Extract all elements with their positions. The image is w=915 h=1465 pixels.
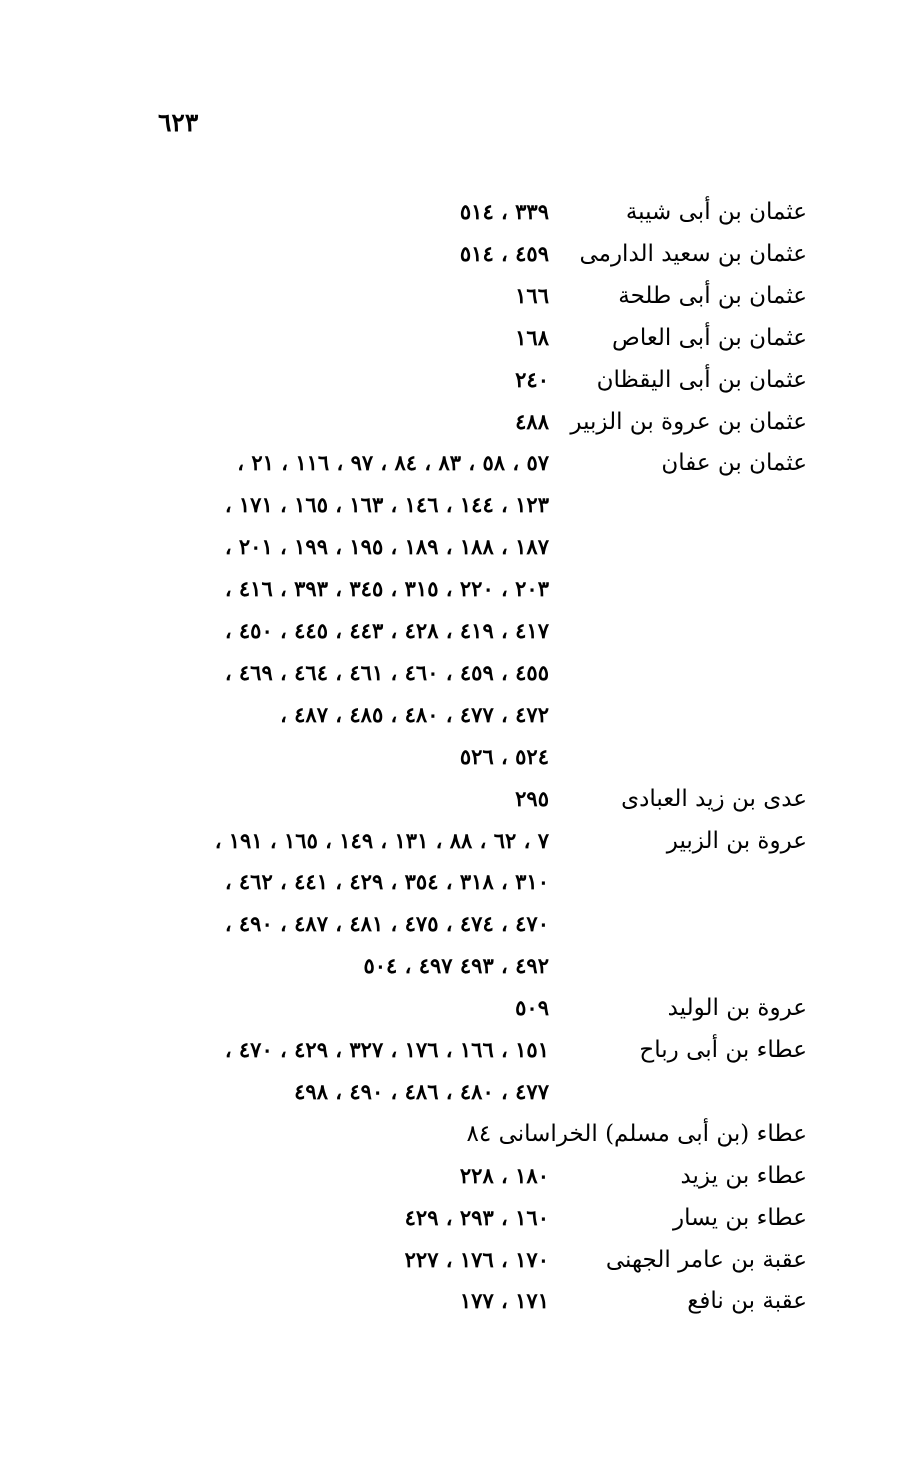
index-entry-pages: ٤٨٨ [515,408,549,434]
index-entry-name: عثمان بن عفان [661,450,807,477]
index-line [0,1198,915,1238]
index-line [0,1072,915,1112]
index-entry-pages: ٤١٧ ، ٤١٩ ، ٤٢٨ ، ٤٤٣ ، ٤٤٥ ، ٤٥٠ ، [224,618,549,643]
index-entry-pages: ٢٩٥ [515,785,549,811]
index-entry-pages: ١٧١ ، ١٧٧ [459,1288,549,1314]
index-line [0,276,915,316]
index-line [0,737,915,777]
index-line [0,234,915,274]
index-entry-pages: ٢٤٠ [515,366,549,392]
index-entry-name: عثمان بن سعيد الدارمى [579,240,807,267]
index-entry-pages: ٤٥٩ ، ٥١٤ [459,240,549,266]
index-entry-pages: ١٦٨ [515,324,549,350]
index-entry-name: عدى بن زيد العبادى [621,785,807,812]
index-entry-pages: ٤٧٢ ، ٤٧٧ ، ٤٨٠ ، ٤٨٥ ، ٤٨٧ ، [280,701,549,727]
index-entry-name: عثمان بن أبى اليقظان [596,366,807,393]
index-entry-pages: ١٨٧ ، ١٨٨ ، ١٨٩ ، ١٩٥ ، ١٩٩ ، ٢٠١ ، [224,534,549,560]
index-entry-pages: ٥٢٤ ، ٥٢٦ [459,743,549,769]
index-entry-name: عثمان بن عروة بن الزبير [570,408,807,435]
index-line [0,1030,915,1070]
index-entry-name: عثمان بن أبى العاص [612,324,807,351]
index-line [0,904,915,944]
index-line [0,402,915,442]
index-entry-name: عطاء بن أبى رباح [639,1037,807,1063]
index-entry-pages: ١٦٠ ، ٢٩٣ ، ٤٢٩ [404,1204,549,1230]
index-entry-pages: ٤٥٥ ، ٤٥٩ ، ٤٦٠ ، ٤٦١ ، ٤٦٤ ، ٤٦٩ ، [224,659,549,685]
index-entry-pages: ١٨٠ ، ٢٢٨ [459,1162,549,1188]
index-line [0,653,915,693]
index-line [0,1114,915,1154]
index-entry-pages: ٥٠٩ [515,995,549,1021]
index-line [0,862,915,902]
index-line [0,1281,915,1321]
index-line [0,988,915,1028]
index-entry-pages: ١٥١ ، ١٦٦ ، ١٧٦ ، ٣٢٧ ، ٤٢٩ ، ٤٧٠ ، [224,1037,549,1062]
index-line [0,695,915,735]
index-line [0,569,915,609]
index-line [0,485,915,525]
index-entry-name: عطاء بن يسار [673,1204,807,1231]
index-line [0,611,915,651]
index-entry-pages: ٤٧٧ ، ٤٨٠ ، ٤٨٦ ، ٤٩٠ ، ٤٩٨ [294,1078,549,1104]
index-entry-pages: ١٢٣ ، ١٤٤ ، ١٤٦ ، ١٦٣ ، ١٦٥ ، ١٧١ ، [224,492,549,518]
index-line [0,192,915,232]
index-line [0,946,915,986]
index-entry-pages: ٢٠٣ ، ٢٢٠ ، ٣١٥ ، ٣٤٥ ، ٣٩٣ ، ٤١٦ ، [224,576,549,602]
index-entry-pages: ٥٧ ، ٥٨ ، ٨٣ ، ٨٤ ، ٩٧ ، ١١٦ ، ٢١ ، [237,450,549,476]
index-line [0,1156,915,1196]
index-line [0,360,915,400]
index-entry-name: عروة بن الوليد [667,995,807,1022]
index-entry-name: عطاء بن يزيد [680,1162,807,1189]
index-entry-pages: ١٦٦ [515,282,549,308]
index-entry-name: عقبة بن عامر الجهنى [605,1246,807,1273]
index-entry-name: عثمان بن أبى شيبة [625,199,807,225]
index-entry-full-line: عطاء (بن أبى مسلم) الخراسانى ٨٤ [466,1120,807,1147]
index-line [0,779,915,819]
index-entry-name: عقبة بن نافع [687,1288,807,1315]
index-entry-pages: ١٧٠ ، ١٧٦ ، ٢٢٧ [404,1246,549,1272]
index-entry-pages: ٣١٠ ، ٣١٨ ، ٣٥٤ ، ٤٢٩ ، ٤٤١ ، ٤٦٢ ، [224,869,549,895]
index-line [0,821,915,861]
index-entry-name: عروة بن الزبير [666,827,807,854]
index-entry-pages: ٧ ، ٦٢ ، ٨٨ ، ١٣١ ، ١٤٩ ، ١٦٥ ، ١٩١ ، [214,827,549,853]
index-line [0,527,915,567]
index-entry-pages: ٤٩٢ ، ٤٩٣ ٤٩٧ ، ٥٠٤ [363,953,549,979]
index-line [0,1240,915,1280]
index-entry-name: عثمان بن أبى طلحة [618,282,807,309]
index-line [0,318,915,358]
index-entry-pages: ٣٣٩ ، ٥١٤ [459,199,549,224]
page-number: ٦٢٣ [158,108,199,137]
index-line [0,443,915,483]
index-entry-pages: ٤٧٠ ، ٤٧٤ ، ٤٧٥ ، ٤٨١ ، ٤٨٧ ، ٤٩٠ ، [224,911,549,937]
